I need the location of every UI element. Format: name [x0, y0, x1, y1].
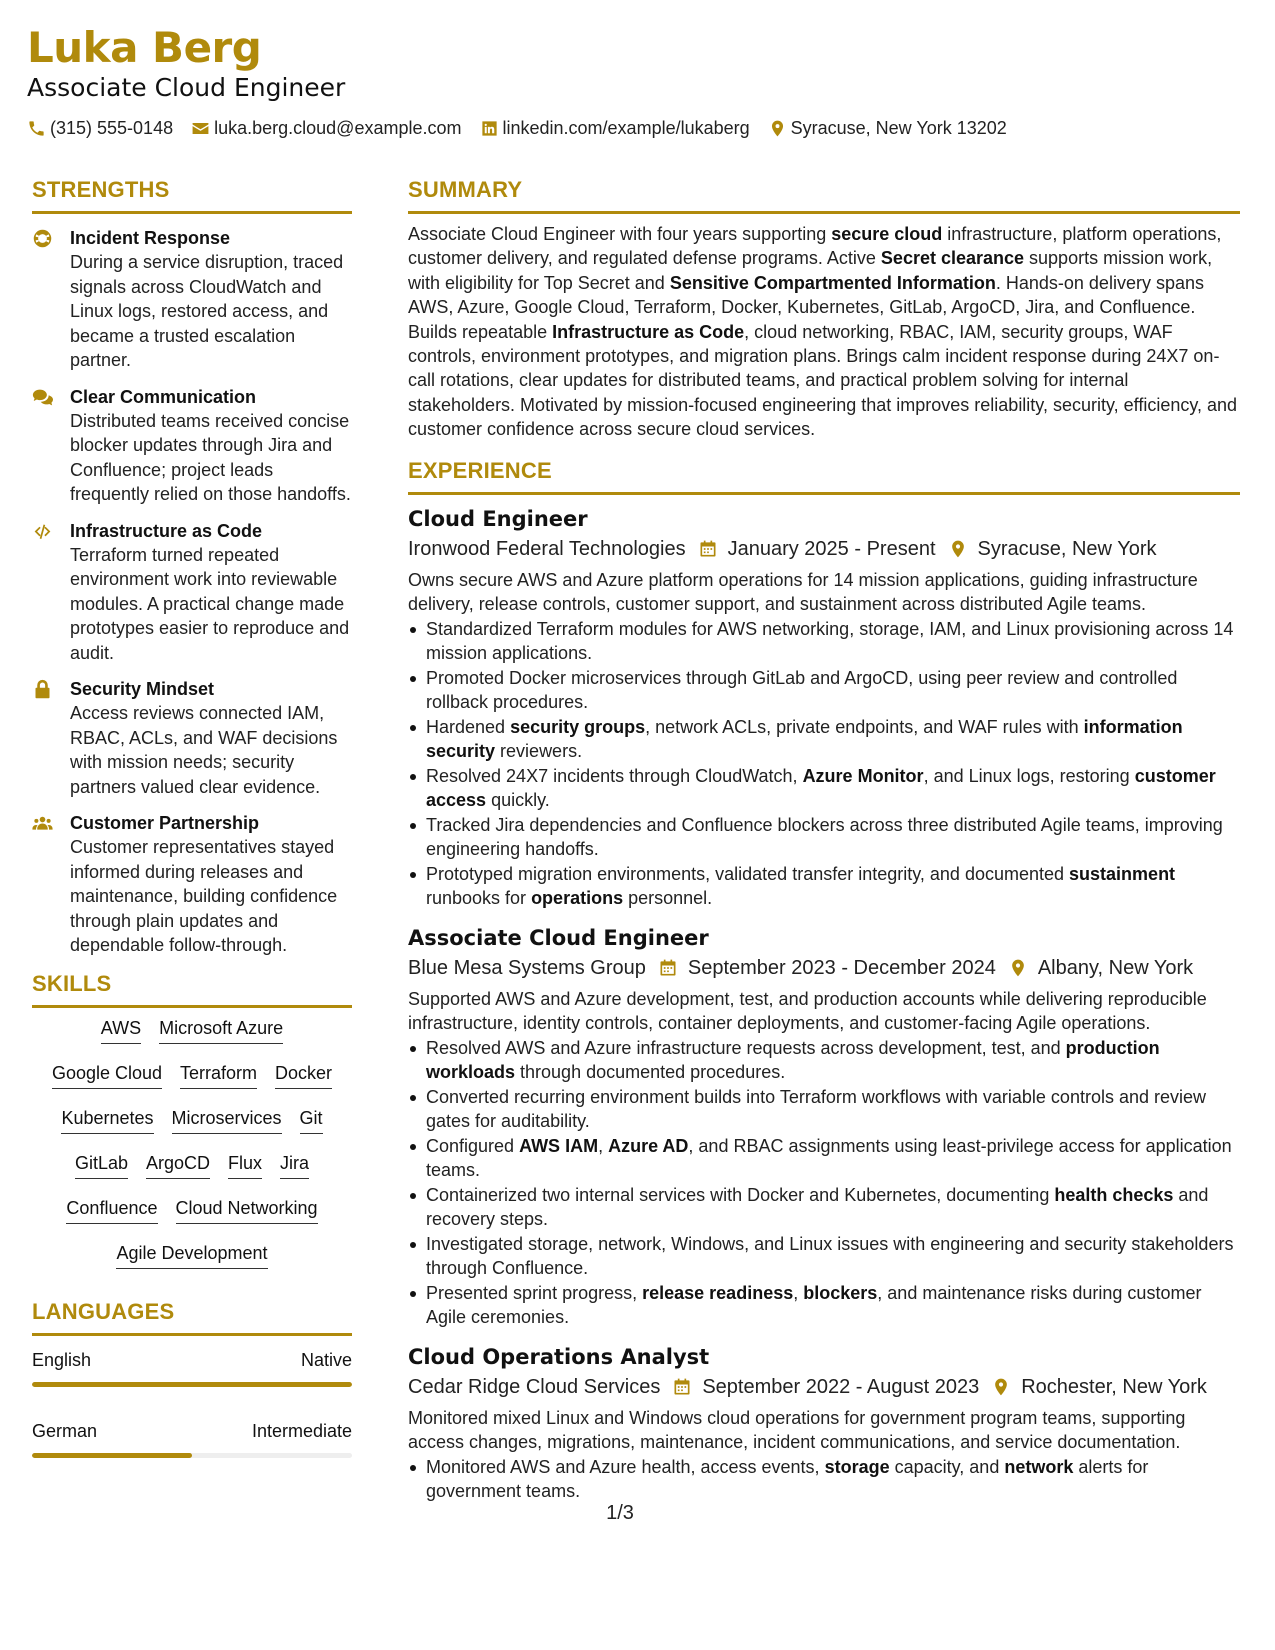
job-entry	[408, 1343, 1240, 1503]
job-company: Cedar Ridge Cloud Services	[408, 1375, 661, 1398]
language-proficiency-bar	[32, 1382, 352, 1387]
languages-heading: LANGUAGES	[32, 1298, 175, 1324]
summary-heading: SUMMARY	[408, 177, 523, 202]
job-bullet: Configured AWS IAM, Azure AD, and RBAC assignments using least-privilege access for application teams.	[408, 1134, 1240, 1182]
location-pin-icon	[948, 539, 968, 559]
job-dates: September 2022 - August 2023	[702, 1375, 980, 1398]
phone-icon	[27, 119, 46, 138]
summary-text: Associate Cloud Engineer with four years supporting secure cloud infrastructure, platform operations, customer delivery, and regulated defense programs. Active Secret clearance supports mission work, with eligibility for Top Secret and Sensitive Compartmented Information. Hands-on delivery spans AWS, Azure, Google Cloud, Terraform, Docker, Kubernetes, GitLab, ArgoCD, Jira, and Confluence. Builds repeatable Infrastructure as Code, cloud networking, RBAC, IAM, security groups, WAF controls, environment prototypes, and migration plans. Brings calm incident response during 24X7 on-call rotations, clear updates for distributed teams, and practical problem solving for internal stakeholders. Motivated by mission-focused engineering that improves reliability, security, efficiency, and customer confidence across secure cloud services.	[408, 224, 1238, 440]
skill-tag: Microservices	[172, 1106, 282, 1134]
code-icon	[32, 521, 53, 542]
job-description: Owns secure AWS and Azure platform operations for 14 mission applications, guiding infrastructure delivery, release controls, customer support, and sustainment across distributed Agile teams.	[408, 569, 1198, 614]
contact-linkedin[interactable]	[480, 118, 750, 139]
skill-tag: AWS	[101, 1016, 141, 1044]
job-title: Cloud Engineer	[408, 506, 588, 531]
skills-heading: SKILLS	[32, 970, 112, 996]
strength-item	[32, 226, 352, 373]
job-bullet: Resolved 24X7 incidents through CloudWatch, Azure Monitor, and Linux logs, restoring customer access quickly.	[408, 764, 1240, 812]
strength-item	[32, 385, 352, 507]
job-bullet: Promoted Docker microservices through GitLab and ArgoCD, using peer review and controlled rollback procedures.	[408, 666, 1240, 714]
strength-title: Customer Partnership	[70, 813, 260, 833]
job-bullet: Resolved AWS and Azure infrastructure requests across development, test, and production workloads through documented procedures.	[408, 1036, 1240, 1084]
skills-cloud	[32, 1016, 352, 1286]
phone-text: (315) 555-0148	[50, 118, 174, 138]
job-entry	[408, 505, 1240, 910]
email-text[interactable]: luka.berg.cloud@example.com	[214, 118, 462, 138]
strength-item	[32, 811, 352, 958]
skill-tag: Jira	[280, 1151, 309, 1179]
job-bullet: Prototyped migration environments, validated transfer integrity, and documented sustainment runbooks for operations personnel.	[408, 862, 1240, 910]
page-number: 1/3	[606, 1502, 634, 1524]
job-title: Cloud Operations Analyst	[408, 1344, 710, 1369]
calendar-icon	[698, 539, 718, 559]
strength-description: Access reviews connected IAM, RBAC, ACLs, and WAF decisions with mission needs; security partners valued clear evidence.	[70, 703, 338, 797]
language-item	[32, 1348, 352, 1387]
users-icon	[32, 813, 53, 834]
job-bullet: Hardened security groups, network ACLs, private endpoints, and WAF rules with information security reviewers.	[408, 715, 1240, 763]
job-bullet: Monitored AWS and Azure health, access events, storage capacity, and network alerts for government teams.	[408, 1455, 1240, 1503]
language-name: German	[32, 1420, 98, 1441]
job-description: Monitored mixed Linux and Windows cloud operations for government program teams, supporting access changes, migrations, maintenance, incident communications, and service documentation.	[408, 1407, 1186, 1452]
candidate-role: Associate Cloud Engineer	[27, 73, 346, 102]
strength-title: Security Mindset	[70, 679, 215, 699]
job-bullets	[408, 1455, 1240, 1503]
lifebuoy-icon	[32, 228, 53, 249]
job-bullets	[408, 617, 1240, 910]
contact-bar	[27, 118, 1247, 139]
skills-divider	[32, 1005, 352, 1008]
lock-icon	[32, 679, 53, 700]
language-item	[32, 1419, 352, 1458]
location-pin-icon	[768, 119, 787, 138]
contact-email[interactable]	[191, 118, 461, 139]
location-pin-icon	[1008, 958, 1028, 978]
right-column	[408, 176, 1240, 1504]
job-bullet: Converted recurring environment builds into Terraform workflows with variable controls and review gates for auditability.	[408, 1085, 1240, 1133]
experience-divider	[408, 492, 1240, 495]
skills-row	[32, 1106, 352, 1151]
strength-description: Customer representatives stayed informed during releases and maintenance, building confidence through plain updates and dependable follow-through.	[70, 837, 338, 955]
language-proficiency-bar	[32, 1453, 352, 1458]
calendar-icon	[658, 958, 678, 978]
skill-tag: Cloud Networking	[176, 1196, 318, 1224]
skills-row	[32, 1016, 352, 1061]
skills-row	[32, 1241, 352, 1286]
skills-row	[32, 1061, 352, 1106]
linkedin-text[interactable]: linkedin.com/example/lukaberg	[502, 118, 750, 138]
location-text: Syracuse, New York 13202	[790, 118, 1007, 138]
job-bullet: Tracked Jira dependencies and Confluence blockers across three distributed Agile teams, improving engineering handoffs.	[408, 813, 1240, 861]
contact-phone	[27, 118, 173, 139]
language-proficiency-fill	[32, 1453, 192, 1458]
location-pin-icon	[991, 1377, 1011, 1397]
job-bullets	[408, 1036, 1240, 1329]
strength-title: Clear Communication	[70, 386, 257, 407]
skills-row	[32, 1196, 352, 1241]
skill-tag: Confluence	[66, 1196, 157, 1224]
language-proficiency-fill	[32, 1382, 352, 1387]
job-dates: September 2023 - December 2024	[687, 956, 996, 979]
experience-heading: EXPERIENCE	[408, 457, 552, 483]
strength-description: Terraform turned repeated environment work into reviewable modules. A practical change made prototypes easier to reproduce and audit.	[70, 544, 350, 663]
mail-icon	[191, 119, 210, 138]
skill-tag: Microsoft Azure	[159, 1016, 283, 1044]
linkedin-icon	[480, 119, 499, 138]
strength-item	[32, 519, 352, 666]
strength-description: Distributed teams received concise blocker updates through Jira and Confluence; project leads frequently relied on those handoffs.	[70, 410, 351, 504]
skill-tag: Google Cloud	[52, 1061, 162, 1089]
job-bullet: Presented sprint progress, release readiness, blockers, and maintenance risks during customer Agile ceremonies.	[408, 1281, 1240, 1329]
languages-list	[32, 1348, 352, 1458]
job-bullet: Standardized Terraform modules for AWS networking, storage, IAM, and Linux provisioning across 14 mission applications.	[408, 617, 1240, 665]
strength-title: Infrastructure as Code	[70, 520, 263, 541]
skills-row	[32, 1151, 352, 1196]
job-meta	[408, 534, 1240, 564]
job-bullet: Containerized two internal services with Docker and Kubernetes, documenting health checks and recovery steps.	[408, 1183, 1240, 1231]
job-meta	[408, 1372, 1240, 1402]
strength-item	[32, 677, 352, 799]
strength-description: During a service disruption, traced signals across CloudWatch and Linux logs, restored access, and became a trusted escalation partner.	[70, 252, 344, 370]
language-level: Native	[300, 1349, 352, 1370]
language-level: Intermediate	[251, 1420, 352, 1441]
strength-title: Incident Response	[70, 228, 231, 248]
summary-divider	[408, 211, 1240, 214]
skill-tag: Kubernetes	[61, 1106, 153, 1134]
skill-tag: Terraform	[180, 1061, 257, 1089]
left-column	[32, 176, 352, 1490]
experience-list	[408, 505, 1240, 1503]
job-description: Supported AWS and Azure development, test, and production accounts while delivering reproducible infrastructure, identity controls, container deployments, and customer-facing Agile operations.	[408, 988, 1207, 1033]
job-title: Associate Cloud Engineer	[408, 925, 709, 950]
skill-tag: Agile Development	[116, 1241, 267, 1269]
job-company: Blue Mesa Systems Group	[408, 956, 646, 979]
job-location: Syracuse, New York	[977, 537, 1157, 560]
job-company: Ironwood Federal Technologies	[408, 537, 686, 560]
job-dates: January 2025 - Present	[727, 537, 936, 560]
job-meta	[408, 953, 1240, 983]
calendar-icon	[672, 1377, 692, 1397]
skill-tag: Git	[300, 1106, 323, 1134]
strengths-divider	[32, 211, 352, 214]
skill-tag: Flux	[228, 1151, 262, 1179]
resume-header	[27, 22, 1247, 139]
strengths-heading: STRENGTHS	[32, 177, 170, 202]
job-entry	[408, 924, 1240, 1329]
languages-divider	[32, 1333, 352, 1336]
language-name: English	[32, 1349, 92, 1370]
comments-icon	[32, 387, 53, 408]
skill-tag: GitLab	[75, 1151, 128, 1179]
job-bullet: Investigated storage, network, Windows, and Linux issues with engineering and security stakeholders through Confluence.	[408, 1232, 1240, 1280]
strengths-list	[32, 226, 352, 958]
job-location: Rochester, New York	[1021, 1375, 1207, 1398]
skill-tag: ArgoCD	[146, 1151, 210, 1179]
contact-location	[768, 118, 1007, 139]
skill-tag: Docker	[275, 1061, 332, 1089]
job-location: Albany, New York	[1037, 956, 1194, 979]
candidate-name: Luka Berg	[27, 23, 262, 72]
